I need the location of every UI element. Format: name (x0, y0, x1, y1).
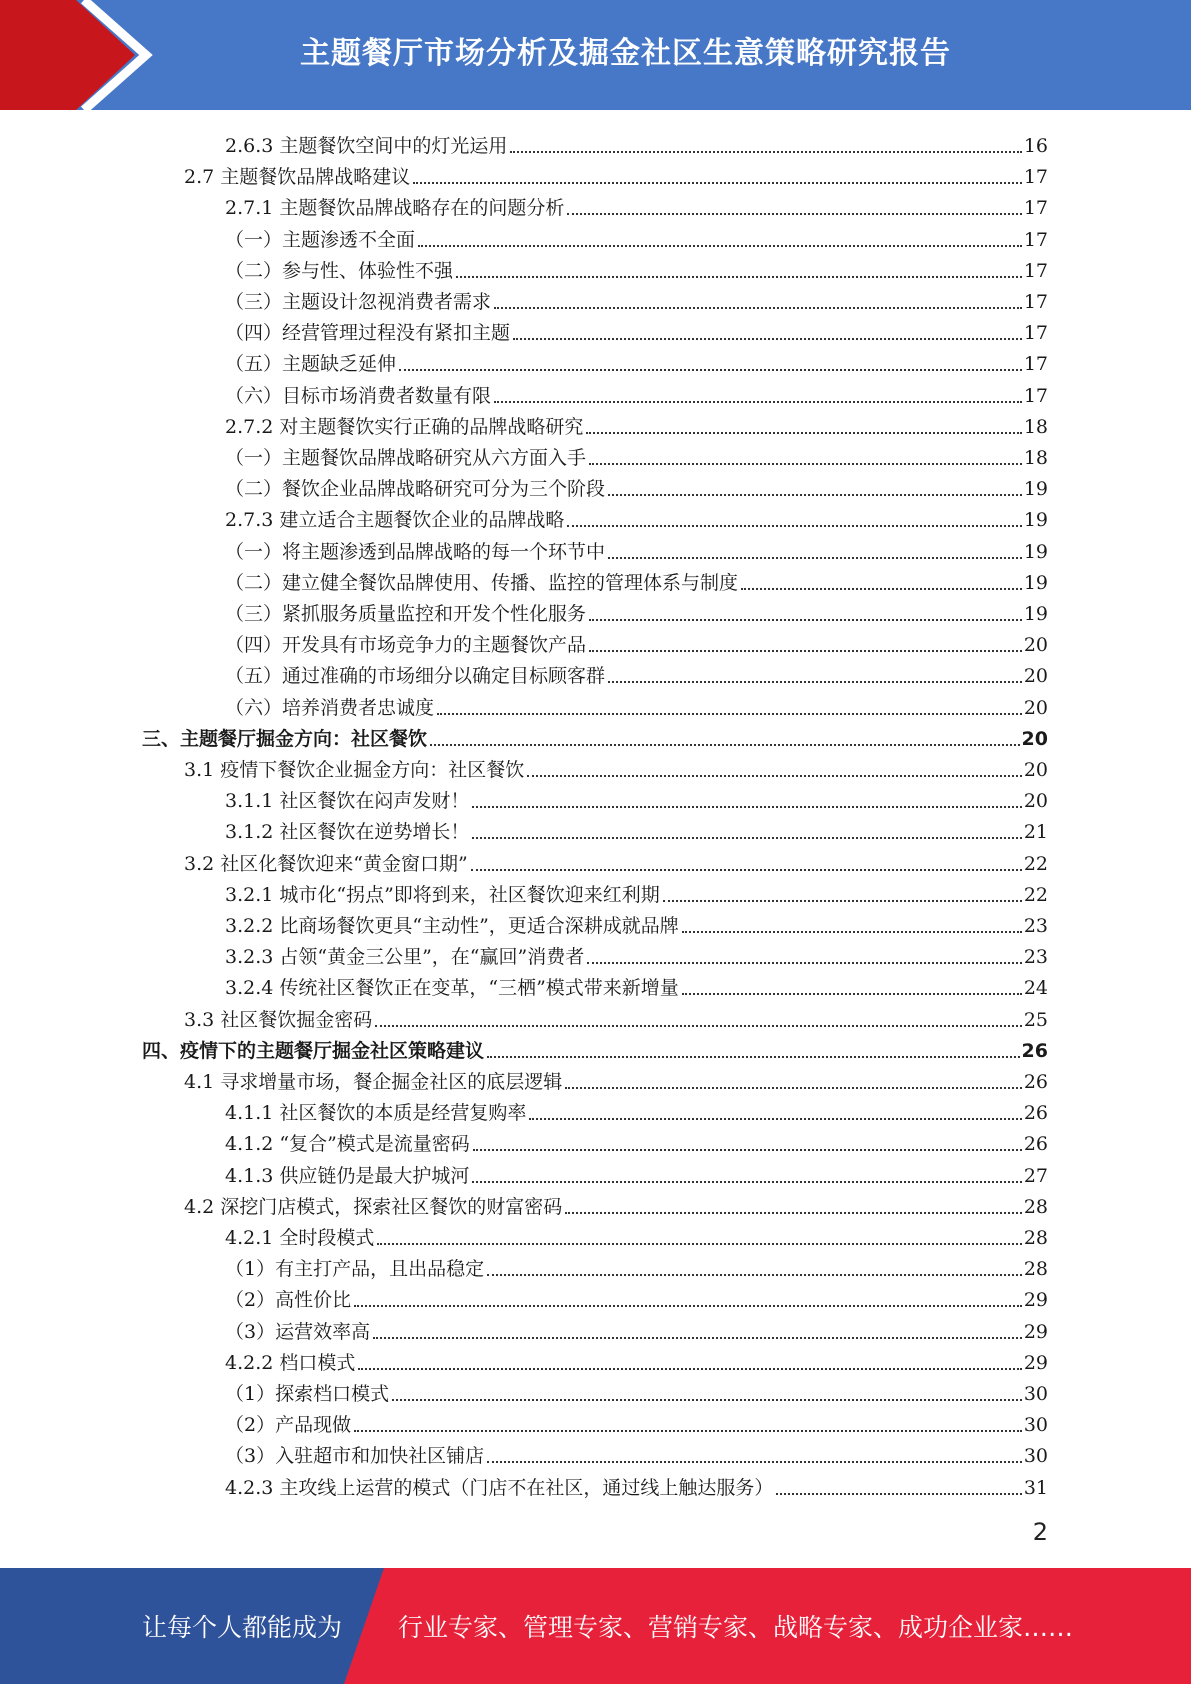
toc-dot-leader (354, 1430, 1022, 1432)
toc-entry[interactable] (225, 1219, 1048, 1250)
toc-entry[interactable] (184, 845, 1048, 876)
toc-entry-page: 20 (1023, 759, 1048, 781)
toc-entry[interactable] (225, 782, 1048, 813)
toc-entry-title: （2）高性价比 (225, 1289, 352, 1312)
toc-entry[interactable] (225, 689, 1048, 720)
footer-banner (0, 1568, 1191, 1684)
toc-entry-page: 23 (1023, 915, 1048, 937)
footer-slogan-right: 行业专家、管理专家、营销专家、战略专家、成功企业家…… (398, 1613, 1074, 1642)
toc-entry[interactable] (142, 720, 1048, 751)
toc-entry-title: 4.1.1 社区餐饮的本质是经营复购率 (225, 1102, 527, 1125)
toc-entry-title: 4.1.2 “复合”模式是流量密码 (225, 1133, 470, 1156)
toc-entry-title: （五）主题缺乏延伸 (225, 353, 397, 376)
toc-dot-leader (487, 1056, 1020, 1058)
toc-dot-leader (413, 182, 1022, 184)
toc-dot-leader (487, 1461, 1022, 1463)
toc-entry-title: （六）培养消费者忠诚度 (225, 696, 435, 719)
toc-dot-leader (565, 1212, 1022, 1214)
toc-entry-title: 三、主题餐厅掘金方向：社区餐饮 (142, 727, 428, 750)
toc-entry[interactable] (225, 1250, 1048, 1281)
toc-entry[interactable] (225, 1094, 1048, 1125)
toc-entry-page: 30 (1023, 1414, 1048, 1437)
toc-entry[interactable] (142, 1032, 1048, 1063)
toc-entry-title: 3.2.4 传统社区餐饮正在变革，“三栖”模式带来新增量 (225, 977, 679, 1000)
toc-entry-title: （六）目标市场消费者数量有限 (225, 384, 492, 407)
toc-entry-title: （二）建立健全餐饮品牌使用、传播、监控的管理体系与制度 (225, 571, 739, 594)
toc-entry-title: 2.7.2 对主题餐饮实行正确的品牌战略研究 (225, 415, 584, 438)
toc-entry-title: （二）餐饮企业品牌战略研究可分为三个阶段 (225, 478, 606, 501)
header-banner (0, 0, 1191, 110)
toc-entry[interactable] (184, 751, 1048, 782)
toc-entry-page: 19 (1023, 571, 1048, 594)
toc-entry-title: 2.7.1 主题餐饮品牌战略存在的问题分析 (225, 197, 565, 220)
toc-entry-page: 20 (1023, 790, 1048, 813)
toc-entry[interactable] (225, 501, 1048, 532)
toc-entry-title: 3.2.1 城市化“拐点”即将到来，社区餐饮迎来红利期 (225, 883, 660, 906)
toc-dot-leader (529, 1118, 1021, 1120)
toc-entry-title: 4.1.3 供应链仍是最大护城河 (225, 1164, 470, 1187)
toc-dot-leader (741, 588, 1022, 590)
toc-entry[interactable] (225, 1437, 1048, 1468)
toc-entry-page: 19 (1023, 509, 1048, 532)
toc-entry-title: 3.1.1 社区餐饮在闷声发财！ (225, 790, 470, 813)
toc-entry-page: 16 (1023, 135, 1048, 157)
toc-entry-page: 31 (1023, 1476, 1048, 1499)
toc-dot-leader (375, 1025, 1022, 1027)
toc-entry[interactable] (184, 1001, 1048, 1032)
toc-entry[interactable] (225, 189, 1048, 220)
toc-entry-title: （一）主题渗透不全面 (225, 228, 416, 251)
toc-entry-page: 17 (1023, 384, 1048, 407)
toc-entry-page: 29 (1023, 1320, 1048, 1343)
toc-entry[interactable] (225, 1406, 1048, 1437)
toc-entry-title: （三）紧抓服务质量监控和开发个性化服务 (225, 603, 587, 625)
toc-entry[interactable] (225, 1125, 1048, 1156)
report-title: 主题餐厅市场分析及掘金社区生意策略研究报告 (300, 36, 951, 71)
toc-entry-title: （四）经营管理过程没有紧扣主题 (225, 322, 511, 345)
toc-dot-leader (513, 338, 1022, 340)
toc-entry-page: 22 (1023, 883, 1048, 906)
toc-entry-title: 4.2.1 全时段模式 (225, 1227, 375, 1249)
toc-entry[interactable] (225, 907, 1048, 938)
toc-entry-title: （2）产品现做 (225, 1414, 352, 1437)
toc-dot-leader (682, 993, 1022, 995)
toc-dot-leader (589, 650, 1022, 652)
toc-entry-title: （1）有主打产品，且出品稳定 (225, 1258, 485, 1281)
toc-entry-title: 3.3 社区餐饮掘金密码 (184, 1008, 373, 1031)
toc-entry-title: 4.1 寻求增量市场，餐企掘金社区的底层逻辑 (184, 1071, 563, 1093)
toc-dot-leader (377, 1243, 1021, 1245)
toc-entry-page: 17 (1023, 322, 1048, 345)
toc-entry-page: 26 (1023, 1133, 1048, 1156)
toc-dot-leader (472, 1181, 1021, 1183)
toc-entry-page: 26 (1023, 1071, 1048, 1093)
toc-entry-page: 20 (1023, 696, 1048, 719)
toc-entry-page: 23 (1023, 946, 1048, 969)
toc-entry-page: 19 (1023, 603, 1048, 625)
toc-entry[interactable] (225, 470, 1048, 501)
toc-dot-leader (437, 713, 1022, 715)
toc-entry[interactable] (225, 595, 1048, 626)
toc-entry-page: 30 (1023, 1445, 1048, 1468)
toc-entry[interactable] (225, 439, 1048, 470)
toc-entry-title: （一）将主题渗透到品牌战略的每一个环节中 (225, 540, 606, 563)
toc-entry[interactable] (225, 1375, 1048, 1406)
toc-entry-title: （五）通过准确的市场细分以确定目标顾客群 (225, 665, 606, 688)
toc-entry-title: 3.2 社区化餐饮迎来“黄金窗口期” (184, 852, 468, 875)
toc-entry-title: 2.7.3 建立适合主题餐饮企业的品牌战略 (225, 509, 565, 532)
page-number: 2 (1032, 1518, 1048, 1546)
toc-entry-page: 28 (1023, 1258, 1048, 1281)
toc-entry[interactable] (184, 158, 1048, 189)
toc-entry[interactable] (184, 1188, 1048, 1219)
toc-dot-leader (472, 837, 1021, 839)
toc-entry-page: 27 (1023, 1164, 1048, 1187)
toc-entry-page: 18 (1023, 447, 1048, 469)
toc-entry-page: 20 (1023, 634, 1048, 657)
toc-entry-page: 21 (1023, 821, 1048, 844)
toc-dot-leader (494, 307, 1022, 309)
toc-entry[interactable] (225, 314, 1048, 345)
toc-entry-title: （四）开发具有市场竞争力的主题餐饮产品 (225, 634, 587, 657)
toc-entry[interactable] (225, 1344, 1048, 1375)
toc-entry[interactable] (225, 813, 1048, 844)
toc-entry[interactable] (225, 127, 1048, 158)
toc-dot-leader (471, 869, 1022, 871)
toc-dot-leader (608, 557, 1022, 559)
toc-entry-page: 17 (1023, 228, 1048, 251)
toc-entry[interactable] (225, 377, 1048, 408)
toc-entry-page: 17 (1023, 291, 1048, 313)
toc-entry-title: 2.6.3 主题餐饮空间中的灯光运用 (225, 135, 508, 157)
toc-dot-leader (565, 1087, 1022, 1089)
toc-dot-leader (587, 962, 1022, 964)
toc-dot-leader (776, 1493, 1021, 1495)
toc-entry[interactable] (225, 533, 1048, 564)
toc-entry-page: 26 (1023, 1102, 1048, 1125)
toc-entry[interactable] (225, 345, 1048, 376)
toc-entry[interactable] (225, 564, 1048, 595)
toc-dot-leader (392, 1399, 1022, 1401)
toc-entry[interactable] (225, 1281, 1048, 1312)
toc-entry[interactable] (184, 1063, 1048, 1094)
toc-entry[interactable] (225, 283, 1048, 314)
toc-dot-leader (430, 744, 1020, 746)
toc-dot-leader (472, 806, 1021, 808)
toc-dot-leader (567, 213, 1021, 215)
toc-entry[interactable] (225, 876, 1048, 907)
toc-dot-leader (527, 775, 1022, 777)
toc-dot-leader (358, 1368, 1021, 1370)
toc-entry-page: 18 (1023, 415, 1048, 438)
toc-entry-page: 19 (1023, 478, 1048, 501)
toc-entry-page: 24 (1023, 977, 1048, 1000)
toc-dot-leader (399, 369, 1022, 371)
toc-dot-leader (373, 1337, 1022, 1339)
toc-dot-leader (663, 900, 1022, 902)
toc-entry-title: 4.2 深挖门店模式，探索社区餐饮的财富密码 (184, 1195, 563, 1218)
toc-dot-leader (494, 401, 1022, 403)
toc-entry-page: 17 (1023, 197, 1048, 220)
toc-entry-page: 29 (1023, 1351, 1048, 1374)
toc-entry-page: 17 (1023, 353, 1048, 376)
toc-dot-leader (682, 931, 1022, 933)
toc-entry-page: 26 (1021, 1039, 1048, 1062)
toc-entry-title: 3.2.2 比商场餐饮更具“主动性”，更适合深耕成就品牌 (225, 915, 679, 937)
toc-entry-page: 20 (1021, 727, 1048, 750)
toc-entry[interactable] (225, 408, 1048, 439)
toc-entry-page: 25 (1023, 1008, 1048, 1031)
toc-entry[interactable] (225, 938, 1048, 969)
toc-entry-title: （一）主题餐饮品牌战略研究从六方面入手 (225, 447, 587, 469)
toc-entry-title: 四、疫情下的主题餐厅掘金社区策略建议 (142, 1039, 485, 1062)
toc-dot-leader (589, 463, 1022, 465)
toc-entry[interactable] (225, 252, 1048, 283)
toc-dot-leader (473, 1149, 1022, 1151)
toc-entry-page: 30 (1023, 1383, 1048, 1405)
toc-dot-leader (456, 276, 1022, 278)
toc-entry[interactable] (225, 626, 1048, 657)
toc-entry-title: 3.1.2 社区餐饮在逆势增长！ (225, 821, 470, 844)
toc-dot-leader (589, 619, 1022, 621)
toc-dot-leader (608, 681, 1022, 683)
toc-dot-leader (567, 525, 1021, 527)
toc-entry-title: 4.2.2 档口模式 (225, 1351, 356, 1374)
toc-dot-leader (608, 494, 1022, 496)
toc-entry[interactable] (225, 221, 1048, 252)
toc-entry[interactable] (225, 657, 1048, 688)
toc-entry[interactable] (225, 1313, 1048, 1344)
toc-entry-title: （1）探索档口模式 (225, 1383, 390, 1405)
toc-entry-page: 17 (1023, 166, 1048, 189)
toc-entry-page: 29 (1023, 1289, 1048, 1312)
toc-dot-leader (487, 1274, 1022, 1276)
toc-entry-title: （3）入驻超市和加快社区铺店 (225, 1445, 485, 1468)
toc-dot-leader (586, 432, 1021, 434)
toc-entry-page: 28 (1023, 1195, 1048, 1218)
toc-entry[interactable] (225, 969, 1048, 1000)
toc-entry[interactable] (225, 1157, 1048, 1188)
toc-entry-title: 3.1 疫情下餐饮企业掘金方向：社区餐饮 (184, 759, 525, 781)
toc-entry-title: （3）运营效率高 (225, 1320, 371, 1343)
toc-entry-title: （三）主题设计忽视消费者需求 (225, 291, 492, 313)
toc-entry-title: 4.2.3 主攻线上运营的模式（门店不在社区，通过线上触达服务） (225, 1476, 774, 1499)
toc-entry-page: 22 (1023, 852, 1048, 875)
toc-entry[interactable] (225, 1469, 1048, 1500)
toc-entry-page: 17 (1023, 259, 1048, 282)
toc-entry-title: （二）参与性、体验性不强 (225, 259, 454, 282)
toc-entry-title: 3.2.3 占领“黄金三公里”，在“赢回”消费者 (225, 946, 585, 969)
toc-entry-title: 2.7 主题餐饮品牌战略建议 (184, 166, 411, 189)
footer-slogan-left: 让每个人都能成为 (142, 1613, 343, 1642)
toc-dot-leader (354, 1305, 1022, 1307)
toc-entry-page: 28 (1023, 1227, 1048, 1249)
toc-dot-leader (510, 151, 1021, 153)
toc-entry-page: 19 (1023, 540, 1048, 563)
toc-dot-leader (418, 245, 1022, 247)
toc-entry-page: 20 (1023, 665, 1048, 688)
